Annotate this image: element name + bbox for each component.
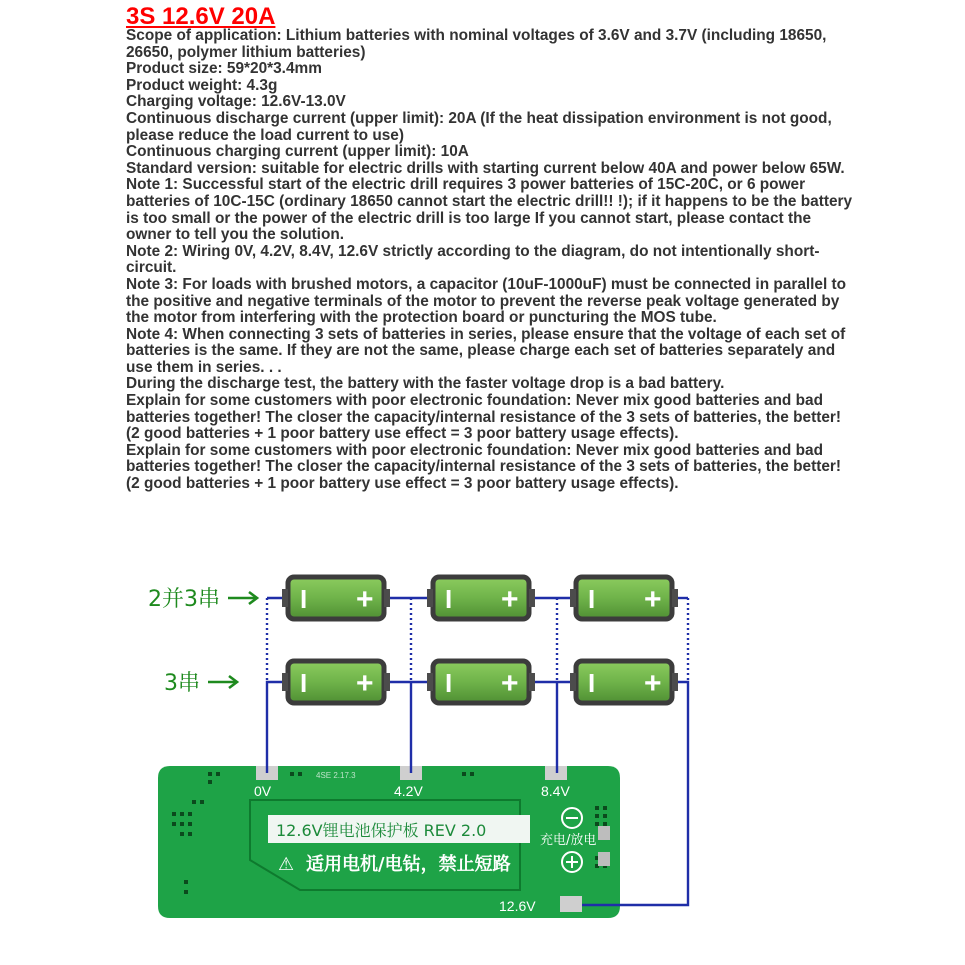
- battery: [570, 661, 678, 703]
- protection-board: [158, 766, 620, 918]
- battery: [282, 577, 390, 619]
- battery: [282, 661, 390, 703]
- paragraph: Continuous charging current (upper limit): 10A: [126, 143, 469, 161]
- paragraph: Scope of application: Lithium batteries with nominal voltages of 3.6V and 3.7V (including 18650, 26650, polymer lithium batteries): [126, 27, 827, 61]
- paragraph: Explain for some customers with poor electronic foundation: Never mix good batteries and bad batteries together! The closer the capacity/internal resistance of the 3 sets of batteries, the better! (2 good batteries + 1 poor battery use effect = 3 poor battery usage effects).: [126, 441, 842, 493]
- paragraph: Note 2: Wiring 0V, 4.2V, 8.4V, 12.6V strictly according to the diagram, do not intentionally short-circuit.: [126, 242, 820, 277]
- paragraph: Note 3: For loads with brushed motors, a capacitor (10uF-1000uF) must be connected in parallel to the positive and negative terminals of the motor to prevent the reverse peak voltage generated by the motor from interfering with the protection board or puncturing the MOS tube.: [126, 275, 847, 327]
- battery-neg-label: I: [588, 668, 596, 698]
- board-charge-label: 充电/放电: [540, 833, 597, 848]
- arrow-right-icon: [228, 592, 257, 604]
- battery: [570, 577, 678, 619]
- row-label-series: 3串: [164, 671, 200, 696]
- board-title: 12.6V锂电池保护板 REV 2.0: [276, 821, 487, 840]
- pad-label-0v: 0V: [254, 783, 272, 799]
- battery: [427, 661, 535, 703]
- battery-neg-label: I: [588, 584, 596, 614]
- paragraph: Standard version: suitable for electric drills with starting current below 40A and power below 65W.: [126, 159, 845, 177]
- paragraph: Note 1: Successful start of the electric drill requires 3 power batteries of 15C-20C, or 6 power batteries of 10C-15C (ordinary 18650 cannot start the electric drill!! !); if it happens to be the battery is too small or the power of the electric drill is too large If you cannot start, please contact the owner to tell you the solution.: [126, 176, 853, 244]
- pad-12-6v: [560, 896, 582, 912]
- page-title: 3S 12.6V 20A: [126, 3, 276, 30]
- battery-pos-label: +: [356, 667, 374, 700]
- paragraph: Explain for some customers with poor electronic foundation: Never mix good batteries and bad batteries together! The closer the capacity/internal resistance of the 3 sets of batteries, the better! (2 good batteries + 1 poor battery use effect = 3 poor battery usage effects).: [126, 392, 842, 443]
- arrow-right-icon: [208, 676, 237, 688]
- battery-neg-label: I: [445, 584, 453, 614]
- board-small-mark: 4SE 2.17.3: [316, 771, 356, 780]
- battery: [427, 577, 535, 619]
- paragraph: Charging voltage: 12.6V-13.0V: [126, 93, 346, 111]
- warning-icon: ⚠: [278, 854, 295, 875]
- wiring-diagram: [0, 565, 965, 965]
- paragraph: Product weight: 4.3g: [126, 76, 278, 94]
- board-warning: 适用电机/电钻，禁止短路: [306, 854, 511, 875]
- row-label-parallel: 2并3串: [148, 587, 220, 612]
- battery-pos-label: +: [356, 583, 374, 616]
- battery-pos-label: +: [501, 667, 519, 700]
- paragraph: During the discharge test, the battery with the faster voltage drop is a bad battery.: [126, 375, 725, 393]
- battery-pos-label: +: [644, 583, 662, 616]
- description-text: [126, 28, 856, 493]
- pad-label-8-4v: 8.4V: [541, 783, 570, 799]
- battery-pos-label: +: [501, 583, 519, 616]
- paragraph: Product size: 59*20*3.4mm: [126, 60, 322, 78]
- battery-pos-label: +: [644, 667, 662, 700]
- battery-neg-label: I: [300, 584, 308, 614]
- paragraph: Continuous discharge current (upper limit): 20A (If the heat dissipation environment is not good, please reduce the load current to use): [126, 109, 832, 144]
- battery-neg-label: I: [445, 668, 453, 698]
- pad-label-4-2v: 4.2V: [394, 783, 423, 799]
- paragraph: Note 4: When connecting 3 sets of batteries in series, please ensure that the voltage of each set of batteries is the same. If they are not the same, please charge each set of batteries separately and use them in series. . .: [126, 325, 846, 376]
- pad-label-12-6v: 12.6V: [499, 898, 536, 914]
- battery-neg-label: I: [300, 668, 308, 698]
